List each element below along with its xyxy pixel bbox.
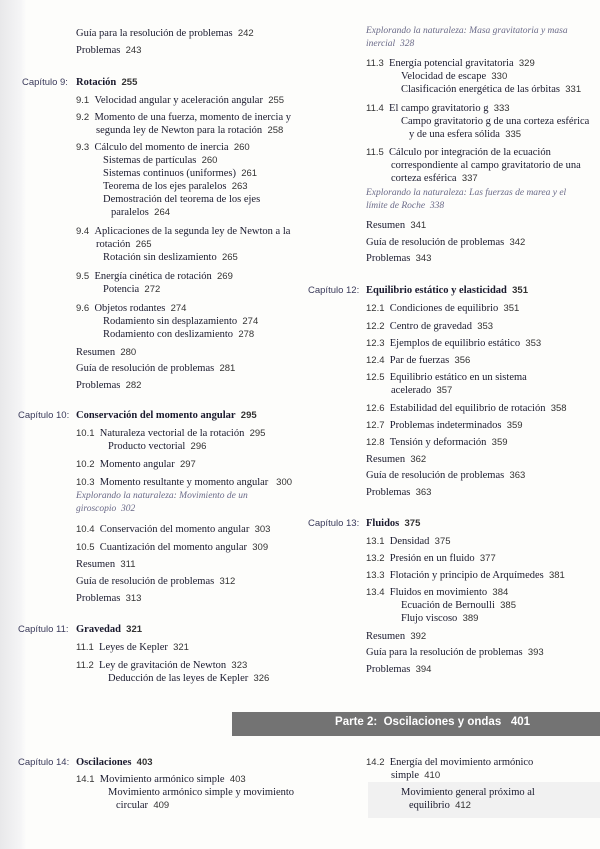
toc-sub-14-2[interactable]: Movimiento general próximo al — [401, 787, 535, 798]
chapter-13-label: Capítulo 13: — [308, 518, 360, 529]
toc-section-14-2[interactable]: 14.2 Energía del movimiento armónico — [366, 757, 534, 768]
toc-guide-11[interactable]: Guía de resolución de problemas 342 — [366, 237, 526, 248]
toc-section-11-5-cont2[interactable]: corteza esférica 337 — [391, 173, 478, 184]
toc-sub-10-1[interactable]: Producto vectorial 296 — [108, 441, 207, 452]
toc-section-13-2[interactable]: 13.2 Presión en un fluido 377 — [366, 553, 496, 564]
toc-guide-9[interactable]: Guía de resolución de problemas 281 — [76, 363, 236, 374]
toc-explore-mass-cont[interactable]: inercial 328 — [366, 39, 415, 49]
chapter-11-label: Capítulo 11: — [18, 624, 69, 635]
toc-explore-gyroscope[interactable]: Explorando la naturaleza: Movimiento de un — [76, 491, 248, 501]
toc-section-12-6[interactable]: 12.6 Estabilidad del equilibrio de rotación 358 — [366, 403, 567, 414]
toc-summary-9[interactable]: Resumen 280 — [76, 347, 137, 358]
toc-section-13-4[interactable]: 13.4 Fluidos en movimiento 384 — [366, 587, 509, 598]
toc-section-9-4[interactable]: 9.4 Aplicaciones de la segunda ley de Newton a la — [76, 226, 291, 237]
chapter-10-label: Capítulo 10: — [18, 410, 70, 421]
toc-entry-problems[interactable]: Problemas 243 — [76, 45, 142, 56]
toc-sub-11-4-cont[interactable]: y de una esfera sólida 335 — [409, 129, 522, 140]
chapter-9-label: Capítulo 9: — [22, 77, 68, 88]
chapter-9-title[interactable]: Rotación 255 — [76, 77, 138, 88]
toc-section-9-4-cont[interactable]: rotación 265 — [96, 239, 152, 250]
toc-guide-13[interactable]: Guía para la resolución de problemas 393 — [366, 647, 544, 658]
toc-section-12-5-cont[interactable]: acelerado 357 — [391, 385, 453, 396]
toc-sub-9-5[interactable]: Potencia 272 — [103, 284, 161, 295]
toc-sub-13-4-a[interactable]: Ecuación de Bernoulli 385 — [401, 600, 516, 611]
toc-sub-11-4[interactable]: Campo gravitatorio g de una corteza esférica — [401, 116, 590, 127]
chapter-14-label: Capítulo 14: — [18, 757, 70, 768]
toc-section-11-1[interactable]: 11.1 Leyes de Kepler 321 — [76, 642, 189, 653]
toc-summary-10[interactable]: Resumen 311 — [76, 559, 136, 570]
part-2-banner[interactable] — [232, 712, 600, 736]
toc-section-10-1[interactable]: 10.1 Naturaleza vectorial de la rotación 295 — [76, 428, 266, 439]
toc-summary-12[interactable]: Resumen 362 — [366, 454, 427, 465]
page-edge-shadow — [0, 0, 26, 849]
chapter-11-title[interactable]: Gravedad 321 — [76, 624, 143, 635]
toc-sub-9-4[interactable]: Rotación sin deslizamiento 265 — [103, 252, 238, 263]
toc-section-11-2[interactable]: 11.2 Ley de gravitación de Newton 323 — [76, 660, 248, 671]
toc-explore-tides-cont[interactable]: límite de Roche 338 — [366, 201, 445, 211]
toc-section-13-1[interactable]: 13.1 Densidad 375 — [366, 536, 451, 547]
toc-section-10-5[interactable]: 10.5 Cuantización del momento angular 309 — [76, 542, 269, 553]
toc-summary-11[interactable]: Resumen 341 — [366, 220, 427, 231]
chapter-12-label: Capítulo 12: — [308, 285, 360, 296]
toc-section-14-1[interactable]: 14.1 Movimiento armónico simple 403 — [76, 774, 246, 785]
toc-entry-guide[interactable]: Guía para la resolución de problemas 242 — [76, 28, 254, 39]
toc-sub-9-3-c[interactable]: Teorema de los ejes paralelos 263 — [103, 181, 248, 192]
toc-sub-11-3-b[interactable]: Clasificación energética de las órbitas 331 — [401, 84, 582, 95]
toc-explore-tides[interactable]: Explorando la naturaleza: Las fuerzas de marea y el — [366, 188, 567, 198]
toc-sub-11-3-a[interactable]: Velocidad de escape 330 — [401, 71, 508, 82]
toc-section-9-5[interactable]: 9.5 Energía cinética de rotación 269 — [76, 271, 233, 282]
toc-section-11-5-cont[interactable]: correspondiente al campo gravitatorio de una — [391, 160, 581, 171]
toc-section-11-5[interactable]: 11.5 Cálculo por integración de la ecuación — [366, 147, 551, 158]
toc-problems-11[interactable]: Problemas 343 — [366, 253, 432, 264]
toc-sub-9-3-d-cont[interactable]: paralelos 264 — [111, 207, 171, 218]
toc-explore-gyroscope-cont[interactable]: giroscopio 302 — [76, 504, 136, 514]
toc-sub-14-1-cont[interactable]: circular 409 — [116, 800, 170, 811]
toc-section-10-3[interactable]: 10.3 Momento resultante y momento angular 300 — [76, 477, 293, 488]
toc-sub-14-2-cont[interactable]: equilibrio 412 — [409, 800, 471, 811]
toc-problems-10[interactable]: Problemas 313 — [76, 593, 142, 604]
toc-sub-13-4-b[interactable]: Flujo viscoso 389 — [401, 613, 479, 624]
toc-section-11-3[interactable]: 11.3 Energía potencial gravitatoria 329 — [366, 58, 535, 69]
toc-section-9-2-cont[interactable]: segunda ley de Newton para la rotación 258 — [96, 125, 284, 136]
toc-problems-13[interactable]: Problemas 394 — [366, 664, 432, 675]
toc-problems-12[interactable]: Problemas 363 — [366, 487, 432, 498]
toc-sub-9-6-a[interactable]: Rodamiento sin desplazamiento 274 — [103, 316, 259, 327]
toc-section-10-2[interactable]: 10.2 Momento angular 297 — [76, 459, 196, 470]
toc-guide-12[interactable]: Guía de resolución de problemas 363 — [366, 470, 526, 481]
toc-section-9-2[interactable]: 9.2 Momento de una fuerza, momento de inercia y — [76, 112, 291, 123]
toc-section-11-4[interactable]: 11.4 El campo gravitatorio g 333 — [366, 103, 510, 114]
chapter-13-title[interactable]: Fluidos 375 — [366, 518, 421, 529]
toc-section-10-4[interactable]: 10.4 Conservación del momento angular 303 — [76, 524, 271, 535]
toc-section-12-4[interactable]: 12.4 Par de fuerzas 356 — [366, 355, 471, 366]
toc-section-9-6[interactable]: 9.6 Objetos rodantes 274 — [76, 303, 187, 314]
part-2-heading: Parte 2: Oscilaciones y ondas 401 — [335, 716, 530, 728]
toc-problems-9[interactable]: Problemas 282 — [76, 380, 142, 391]
toc-sub-11-2[interactable]: Deducción de las leyes de Kepler 326 — [108, 673, 270, 684]
toc-section-9-3[interactable]: 9.3 Cálculo del momento de inercia 260 — [76, 142, 250, 153]
chapter-14-title[interactable]: Oscilaciones 403 — [76, 757, 153, 768]
toc-sub-14-1[interactable]: Movimiento armónico simple y movimiento — [108, 787, 295, 798]
chapter-12-title[interactable]: Equilibrio estático y elasticidad 351 — [366, 285, 528, 296]
toc-section-12-8[interactable]: 12.8 Tensión y deformación 359 — [366, 437, 508, 448]
toc-summary-13[interactable]: Resumen 392 — [366, 631, 427, 642]
toc-sub-9-6-b[interactable]: Rodamiento con deslizamiento 278 — [103, 329, 255, 340]
chapter-10-title[interactable]: Conservación del momento angular 295 — [76, 410, 257, 421]
toc-section-13-3[interactable]: 13.3 Flotación y principio de Arquímedes 381 — [366, 570, 565, 581]
toc-section-14-2-cont[interactable]: simple 410 — [391, 770, 441, 781]
toc-section-9-1[interactable]: 9.1 Velocidad angular y aceleración angular 255 — [76, 95, 285, 106]
toc-sub-9-3-a[interactable]: Sistemas de partículas 260 — [103, 155, 218, 166]
toc-explore-mass[interactable]: Explorando la naturaleza: Masa gravitatoria y masa — [366, 26, 568, 36]
toc-section-12-1[interactable]: 12.1 Condiciones de equilibrio 351 — [366, 303, 520, 314]
toc-section-12-2[interactable]: 12.2 Centro de gravedad 353 — [366, 321, 494, 332]
toc-section-12-5[interactable]: 12.5 Equilibrio estático en un sistema — [366, 372, 527, 383]
toc-sub-9-3-d[interactable]: Demostración del teorema de los ejes — [103, 194, 261, 205]
toc-guide-10[interactable]: Guía de resolución de problemas 312 — [76, 576, 236, 587]
toc-section-12-7[interactable]: 12.7 Problemas indeterminados 359 — [366, 420, 523, 431]
toc-section-12-3[interactable]: 12.3 Ejemplos de equilibrio estático 353 — [366, 338, 542, 349]
toc-sub-9-3-b[interactable]: Sistemas continuos (uniformes) 261 — [103, 168, 258, 179]
